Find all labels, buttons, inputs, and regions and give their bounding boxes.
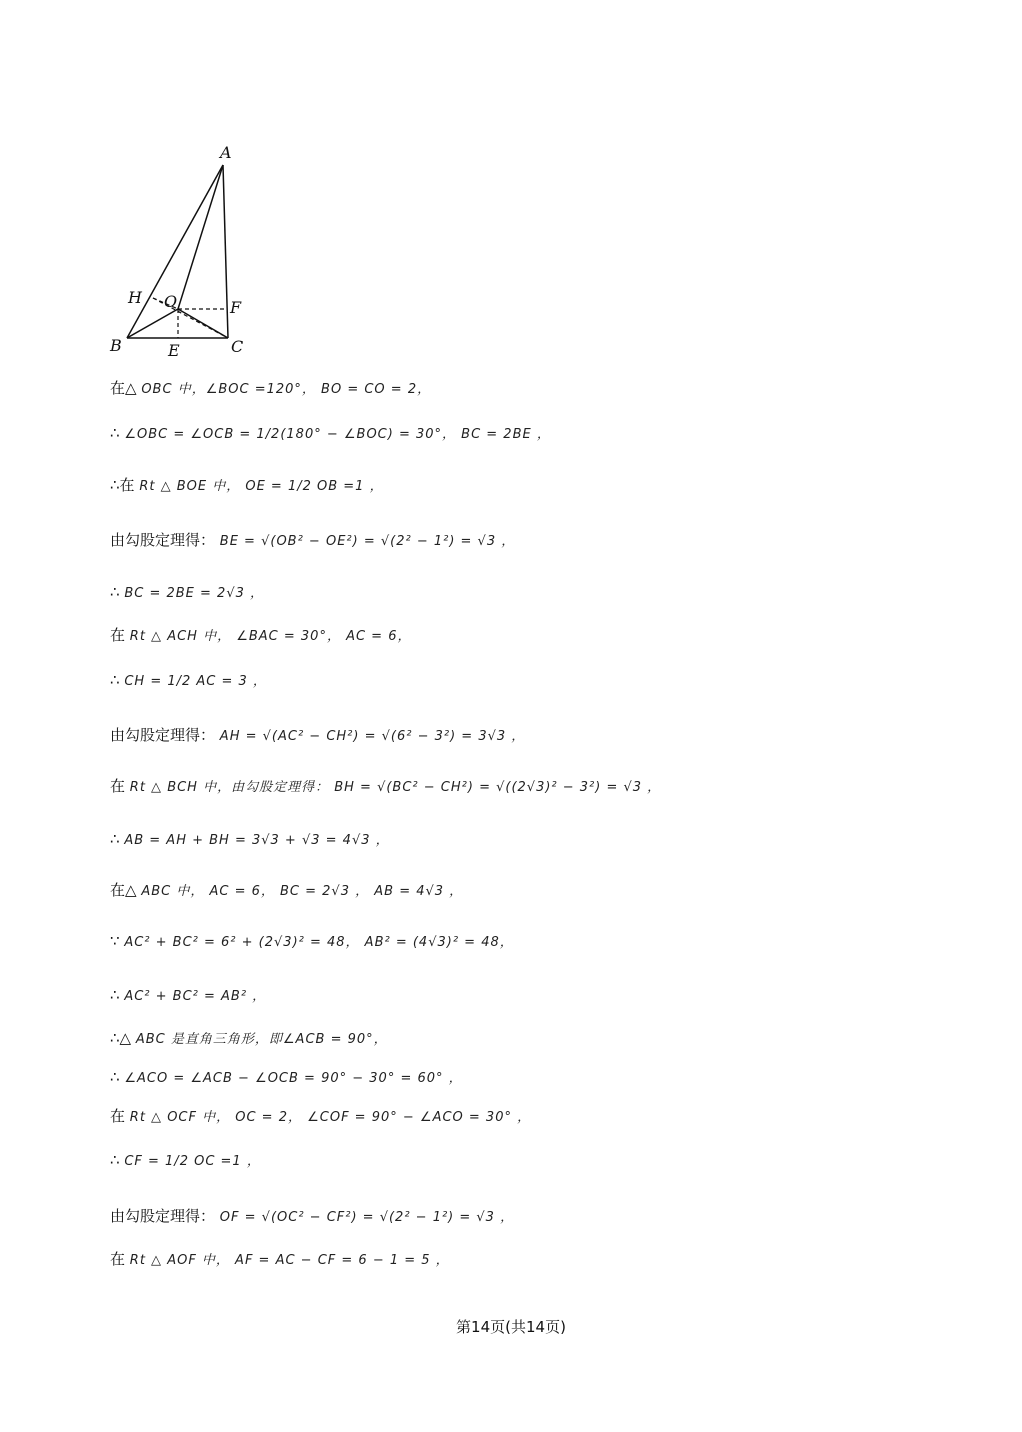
solution-line: 在 Rt △ OCF 中， OC = 2， ∠COF = 90° − ∠ACO = 30° ， [110, 1107, 532, 1125]
label-o: O [164, 292, 178, 311]
line-ao [178, 165, 223, 309]
solution-line: ∴ AC² + BC² = AB² ， [110, 986, 267, 1004]
triangle-diagram [100, 138, 260, 363]
label-b: B [110, 336, 122, 355]
solution-line: 在△ ABC 中， AC = 6， BC = 2√3 ， AB = 4√3 ， [110, 881, 464, 899]
solution-line: ∴在 Rt △ BOE 中， OE = 1/2 OB =1 ， [110, 476, 384, 494]
label-h: H [128, 288, 142, 307]
solution-line: ∵ AC² + BC² = 6² + (2√3)² = 48， AB² = (4√3)² = 48， [110, 932, 514, 950]
geometry-figure [100, 138, 260, 363]
label-c: C [231, 337, 244, 356]
label-a: A [220, 143, 232, 162]
label-f: F [230, 298, 242, 317]
line-ac [223, 165, 228, 338]
solution-line: ∴ ∠OBC = ∠OCB = 1/2(180° − ∠BOC) = 30°， BC = 2BE ， [110, 424, 551, 442]
solution-line: 在△ OBC 中，∠BOC =120°， BO = CO = 2， [110, 379, 432, 397]
solution-line: ∴ BC = 2BE = 2√3 ， [110, 583, 264, 601]
solution-line: 由勾股定理得： AH = √(AC² − CH²) = √(6² − 3²) = 3√3 ， [110, 726, 526, 744]
solution-line: ∴ ∠ACO = ∠ACB − ∠OCB = 90° − 30° = 60° ， [110, 1068, 463, 1086]
solution-line: ∴ AB = AH + BH = 3√3 + √3 = 4√3 ， [110, 830, 390, 848]
solution-line: ∴ CH = 1/2 AC = 3 ， [110, 671, 267, 689]
page-footer: 第14页(共14页) [456, 1318, 566, 1336]
solution-line: 在 Rt △ BCH 中，由勾股定理得： BH = √(BC² − CH²) = √((2√3)² − 3²) = √3 ， [110, 777, 662, 795]
label-e: E [168, 341, 180, 360]
line-co [178, 309, 228, 338]
solution-line: 在 Rt △ ACH 中， ∠BAC = 30°， AC = 6， [110, 626, 412, 644]
solution-line: ∴ CF = 1/2 OC =1 ， [110, 1151, 261, 1169]
line-ab [127, 165, 223, 338]
solution-line: ∴△ ABC 是直角三角形，即∠ACB = 90°， [110, 1029, 388, 1047]
solution-line: 在 Rt △ AOF 中， AF = AC − CF = 6 − 1 = 5 ， [110, 1250, 450, 1268]
solution-line: 由勾股定理得： OF = √(OC² − CF²) = √(2² − 1²) = √3 ， [110, 1207, 515, 1225]
solution-line: 由勾股定理得： BE = √(OB² − OE²) = √(2² − 1²) = √3 ， [110, 531, 516, 549]
